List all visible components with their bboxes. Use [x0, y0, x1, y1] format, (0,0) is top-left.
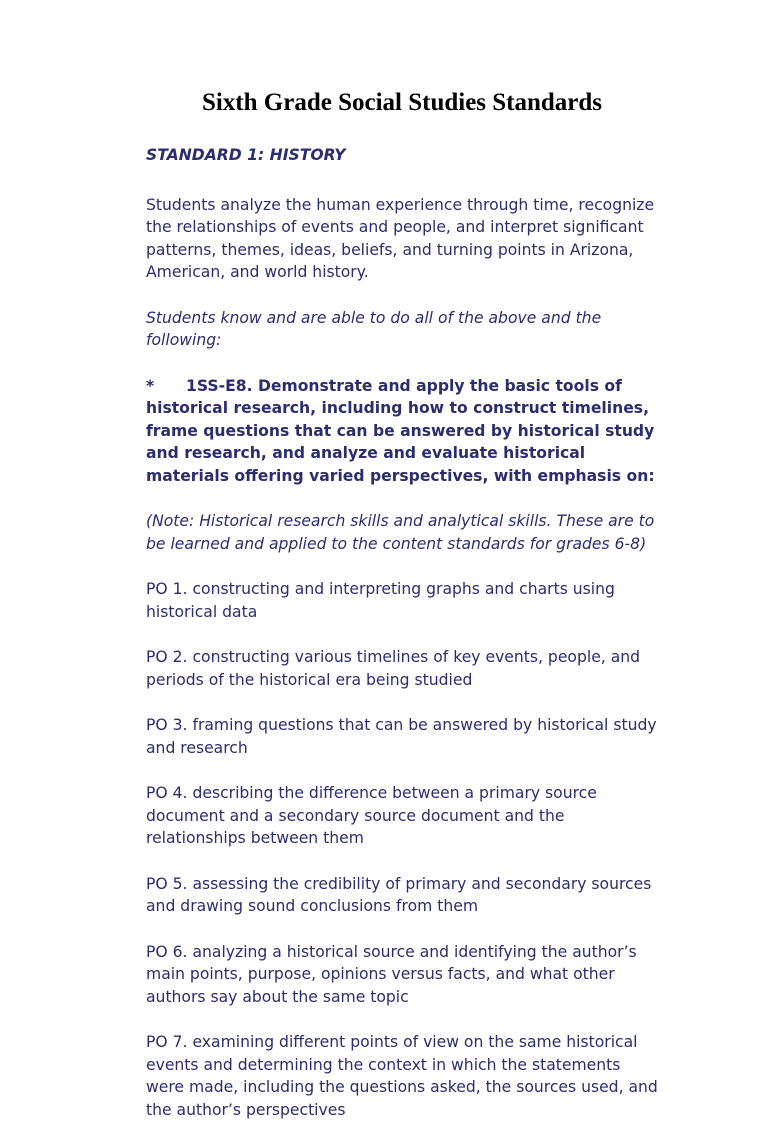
- objective-po7: PO 7. examining different points of view on the same historical events and determining the context in which the statements were made, including the questions asked, the sources used, and the author’s perspectives: [146, 1033, 658, 1119]
- page-title: Sixth Grade Social Studies Standards: [201, 89, 603, 116]
- standard-intro: Students analyze the human experience through time, recognize the relationships of events and people, and interpret significant patterns, themes, ideas, beliefs, and turning points in Arizona, American, and world history.: [146, 195, 655, 281]
- objective-po6: PO 6. analyzing a historical source and identifying the author’s main points, purpose, opinions versus facts, and what other authors say about the same topic: [146, 942, 637, 1006]
- objective-po2: PO 2. constructing various timelines of key events, people, and periods of the historical era being studied: [146, 648, 641, 689]
- standard-heading: STANDARD 1: HISTORY: [146, 146, 346, 164]
- concept-paragraph: [146, 375, 658, 488]
- objective-po4: PO 4. describing the difference between a primary source document and a secondary source document and the relationships between them: [146, 784, 597, 847]
- objective-po1: PO 1. constructing and interpreting graphs and charts using historical data: [146, 580, 615, 621]
- objective-po5: PO 5. assessing the credibility of primary and secondary sources and drawing sound conclusions from them: [146, 874, 652, 915]
- concept-marker: *: [146, 376, 155, 395]
- students-know-line: Students know and are able to do all of the above and the following:: [146, 308, 602, 349]
- note-paragraph: (Note: Historical research skills and analytical skills. These are to be learned and applied to the content standards for grades 6-8): [146, 512, 655, 553]
- objective-po3: PO 3. framing questions that can be answered by historical study and research: [146, 716, 657, 757]
- concept-text: 1SS-E8. Demonstrate and apply the basic tools of historical research, including how to construct timelines, frame questions that can be answered by historical study and research, and analyze and evaluate historical materials offering varied perspectives, with emphasis on:: [146, 376, 655, 485]
